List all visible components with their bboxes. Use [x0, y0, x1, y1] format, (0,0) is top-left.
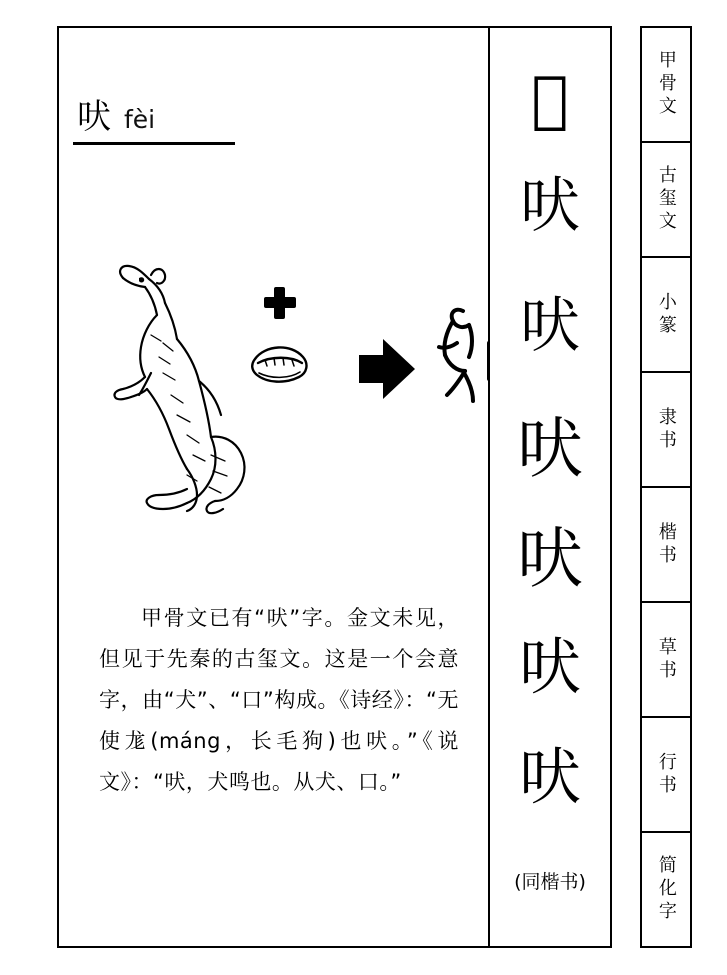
label-clerical [642, 373, 690, 488]
etymology-illustration [59, 223, 488, 543]
same-as-regular-note: (同楷书) [514, 871, 586, 893]
ancient-seal-glyph: 吠 [520, 171, 580, 241]
script-forms-column [490, 26, 612, 948]
script-label-strip [640, 26, 692, 948]
result-glyph [439, 310, 488, 401]
label-small-seal-text: 小篆 [655, 291, 677, 338]
label-ancient-seal-text: 古玺文 [655, 165, 677, 234]
headword-pinyin: fèi [124, 105, 156, 134]
clerical-glyph: 吠 [517, 410, 583, 487]
regular-glyph: 吠 [517, 520, 583, 597]
running-glyph: 吠 [518, 740, 581, 813]
oracle-bone-glyph: 𤜿 [531, 62, 569, 135]
label-oracle-bone-text: 甲骨文 [655, 50, 677, 119]
plus-sign [264, 287, 296, 319]
label-cursive-text: 草书 [655, 636, 677, 683]
label-clerical-text: 隶书 [655, 406, 677, 453]
explanation-paragraph: 甲骨文已有“吠”字。金文未见，但见于先秦的古玺文。这是一个会意字，由“犬”、“口”构成。《诗经》：“无使尨(máng，长毛狗)也吠。”《说文》：“吠，犬鸣也。从犬、口。” [99, 606, 459, 794]
label-regular [642, 488, 690, 603]
headword-block [71, 97, 311, 145]
headword-character: 吠 [77, 97, 112, 137]
cursive-glyph: 吠 [518, 630, 581, 703]
label-simplified [642, 833, 690, 946]
label-ancient-seal [642, 143, 690, 258]
small-seal-glyph: 吠 [520, 291, 580, 361]
headword-row [71, 97, 311, 137]
label-running-text: 行书 [655, 751, 677, 798]
right-arrow [359, 339, 415, 399]
mouth-drawing [252, 347, 306, 381]
entry-card [57, 26, 490, 948]
label-running [642, 718, 690, 833]
dog-drawing [114, 266, 244, 513]
label-cursive [642, 603, 690, 718]
label-oracle-bone [642, 28, 690, 143]
label-small-seal [642, 258, 690, 373]
headword-underline [73, 142, 235, 145]
label-regular-text: 楷书 [655, 521, 677, 568]
label-simplified-text: 简化字 [655, 855, 677, 924]
